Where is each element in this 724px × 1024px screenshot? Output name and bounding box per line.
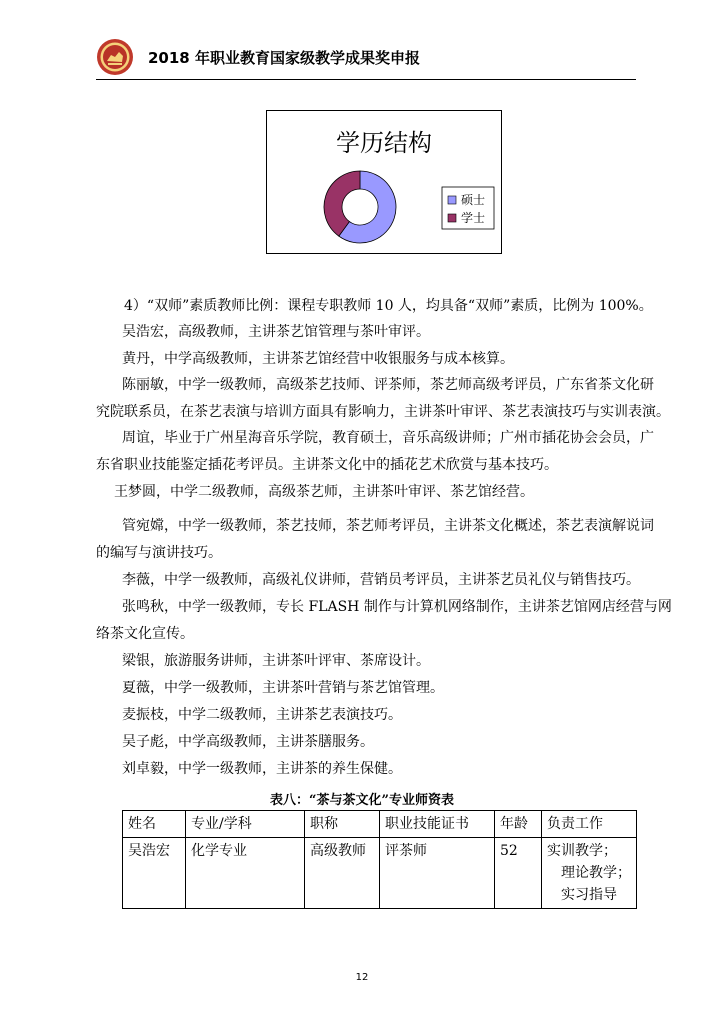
paragraph-double-qualified-ratio: 4）“双师”素质教师比例：课程专职教师 10 人，均具备“双师”素质，比例为 100%。 <box>124 298 653 314</box>
column-header-certificate: 职业技能证书 <box>380 811 495 838</box>
school-seal-icon <box>96 38 134 76</box>
education-structure-chart <box>266 110 502 254</box>
column-header-duties: 负责工作 <box>542 811 637 838</box>
cell-title: 高级教师 <box>305 838 380 909</box>
paragraph-teacher-liang-yin: 梁银，旅游服务讲师，主讲茶叶评审、茶席设计。 <box>122 653 430 669</box>
paragraph-teacher-li-wei: 李薇，中学一级教师，高级礼仪讲师，营销员考评员，主讲茶艺员礼仪与销售技巧。 <box>122 572 640 588</box>
paragraph-teacher-guan-wanchang-line1: 管宛嫦，中学一级教师，茶艺技师，茶艺师考评员，主讲茶文化概述，茶艺表演解说词 <box>122 518 654 534</box>
paragraph-teacher-huang-dan: 黄丹，中学高级教师，主讲茶艺馆经营中收银服务与成本核算。 <box>122 351 514 367</box>
page-number: 12 <box>355 972 369 983</box>
paragraph-teacher-zhou-yi-line2: 东省职业技能鉴定插花考评员。主讲茶文化中的插花艺术欣赏与基本技巧。 <box>96 457 558 473</box>
duty-item: 实习指导 <box>561 887 617 903</box>
legend-label: 学士 <box>461 211 486 225</box>
table-caption: 表八：“茶与茶文化”专业师资表 <box>270 793 454 808</box>
table-header-row <box>123 811 637 838</box>
paragraph-teacher-chen-limin-line1: 陈丽敏，中学一级教师，高级茶艺技师、评茶师，茶艺师高级考评员，广东省茶文化研 <box>122 377 654 393</box>
paragraph-teacher-mai-zhenzhi: 麦振枝，中学二级教师，主讲茶艺表演技巧。 <box>122 707 402 723</box>
legend-swatch <box>448 196 456 204</box>
paragraph-teacher-zhou-yi-line1: 周谊，毕业于广州星海音乐学院，教育硕士，音乐高级讲师；广州市插花协会会员，广 <box>122 430 654 446</box>
duty-item: 理论教学； <box>561 865 631 881</box>
donut-slices <box>324 171 396 243</box>
column-header-title: 职称 <box>305 811 380 838</box>
paragraph-teacher-wu-zibiao: 吴子彪，中学高级教师，主讲茶膳服务。 <box>122 734 374 750</box>
column-header-major: 专业/学科 <box>186 811 305 838</box>
duty-item: 实训教学； <box>547 843 617 859</box>
paragraph-teacher-zhang-mingqiu-line1: 张鸣秋，中学一级教师，专长 FLASH 制作与计算机网络制作，主讲茶艺馆网店经营与网 <box>122 599 672 615</box>
paragraph-teacher-wu-haohong: 吴浩宏，高级教师，主讲茶艺馆管理与茶叶审评。 <box>122 324 430 340</box>
staff-table <box>122 810 637 909</box>
cell-duties <box>542 838 637 909</box>
header-title: 2018 年职业教育国家级教学成果奖申报 <box>148 49 420 67</box>
cell-age: 52 <box>495 838 542 909</box>
paragraph-teacher-chen-limin-line2: 究院联系员，在茶艺表演与培训方面具有影响力，主讲茶叶审评、茶艺表演技巧与实训表演。 <box>96 404 670 420</box>
table-row <box>123 838 637 909</box>
cell-certificate: 评茶师 <box>380 838 495 909</box>
header-divider <box>96 79 636 80</box>
paragraph-teacher-liu-zhuoyi: 刘卓毅，中学一级教师，主讲茶的养生保健。 <box>122 761 402 777</box>
cell-major: 化学专业 <box>186 838 305 909</box>
paragraph-teacher-zhang-mingqiu-line2: 络茶文化宣传。 <box>96 626 194 642</box>
legend-swatch <box>448 214 456 222</box>
paragraph-teacher-guan-wanchang-line2: 的编写与演讲技巧。 <box>96 545 222 561</box>
column-header-name: 姓名 <box>123 811 186 838</box>
paragraph-teacher-xia-wei: 夏薇，中学一级教师，主讲茶叶营销与茶艺馆管理。 <box>122 680 444 696</box>
page-header <box>96 38 636 78</box>
paragraph-teacher-wang-mengyuan: 王梦圆，中学二级教师，高级茶艺师，主讲茶叶审评、茶艺馆经营。 <box>114 484 534 500</box>
chart-canvas <box>267 111 501 253</box>
legend-label: 硕士 <box>461 193 486 207</box>
column-header-age: 年龄 <box>495 811 542 838</box>
chart-title: 学历结构 <box>336 129 432 157</box>
cell-name: 吴浩宏 <box>123 838 186 909</box>
